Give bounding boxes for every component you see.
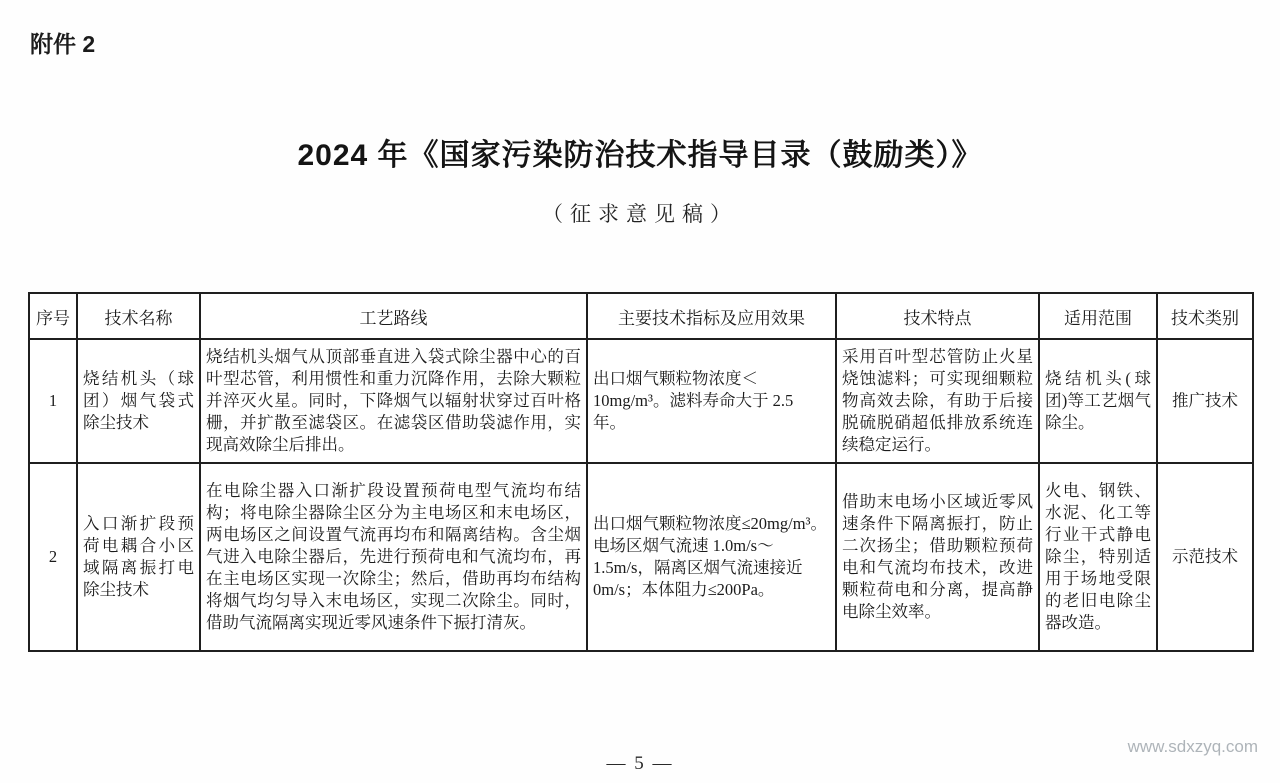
cell-category: 推广技术 (1157, 339, 1253, 463)
document-subtitle: （征求意见稿） (542, 202, 738, 226)
cell-features: 借助末电场小区域近零风速条件下隔离振打，防止二次扬尘；借助颗粒预荷电和气流均布技术，改进颗粒荷电和分离，提高静电除尘效率。 (836, 463, 1039, 651)
cell-indicators: 出口烟气颗粒物浓度≤20mg/m³。电场区烟气流速 1.0m/s～1.5m/s，隔离区烟气流速接近 0m/s；本体阻力≤200Pa。 (587, 463, 836, 651)
col-header-process-route: 工艺路线 (200, 293, 587, 339)
document-title: 2024 年《国家污染防治技术指导目录（鼓励类）》 (297, 139, 983, 172)
col-header-scope: 适用范围 (1039, 293, 1157, 339)
col-header-category: 技术类别 (1157, 293, 1253, 339)
col-header-serial-number: 序号 (29, 293, 77, 339)
table-row (29, 339, 1253, 463)
cell-indicators: 出口烟气颗粒物浓度＜10mg/m³。滤料寿命大于 2.5 年。 (587, 339, 836, 463)
page-number: — 5 — (606, 753, 674, 774)
cell-process-route: 在电除尘器入口渐扩段设置预荷电型气流均布结构；将电除尘器除尘区分为主电场区和末电场区，两电场区之间设置气流再均布和隔离结构。含尘烟气进入电除尘器后，先进行预荷电和气流均布，再在主电场区实现一次除尘；然后，借助再均布结构将烟气均匀导入末电场区，实现二次除尘。同时，借助气流隔离实现近零风速条件下振打清灰。 (200, 463, 587, 651)
cell-category: 示范技术 (1157, 463, 1253, 651)
cell-features: 采用百叶型芯管防止火星烧蚀滤料；可实现细颗粒物高效去除，有助于后接脱硫脱硝超低排放系统连续稳定运行。 (836, 339, 1039, 463)
cell-scope: 火电、钢铁、水泥、化工等行业干式静电除尘，特别适用于场地受限的老旧电除尘器改造。 (1039, 463, 1157, 651)
cell-tech-name: 入口渐扩段预荷电耦合小区域隔离振打电除尘技术 (77, 463, 200, 651)
table-header-row (29, 293, 1253, 339)
table-row (29, 463, 1253, 651)
attachment-label: 附件 2 (30, 31, 96, 57)
cell-scope: 烧结机头(球团)等工艺烟气除尘。 (1039, 339, 1157, 463)
cell-process-route: 烧结机头烟气从顶部垂直进入袋式除尘器中心的百叶型芯管，利用惯性和重力沉降作用，去除大颗粒并淬灭火星。同时，下降烟气以辐射状穿过百叶格栅，并扩散至滤袋区。在滤袋区借助袋滤作用，实现高效除尘后排出。 (200, 339, 587, 463)
col-header-features: 技术特点 (836, 293, 1039, 339)
technology-catalog-table (28, 292, 1254, 652)
cell-serial-number: 2 (29, 463, 77, 651)
col-header-indicators: 主要技术指标及应用效果 (587, 293, 836, 339)
col-header-tech-name: 技术名称 (77, 293, 200, 339)
cell-tech-name: 烧结机头（球团）烟气袋式除尘技术 (77, 339, 200, 463)
watermark: www.sdxzyq.com (1127, 737, 1258, 756)
cell-serial-number: 1 (29, 339, 77, 463)
